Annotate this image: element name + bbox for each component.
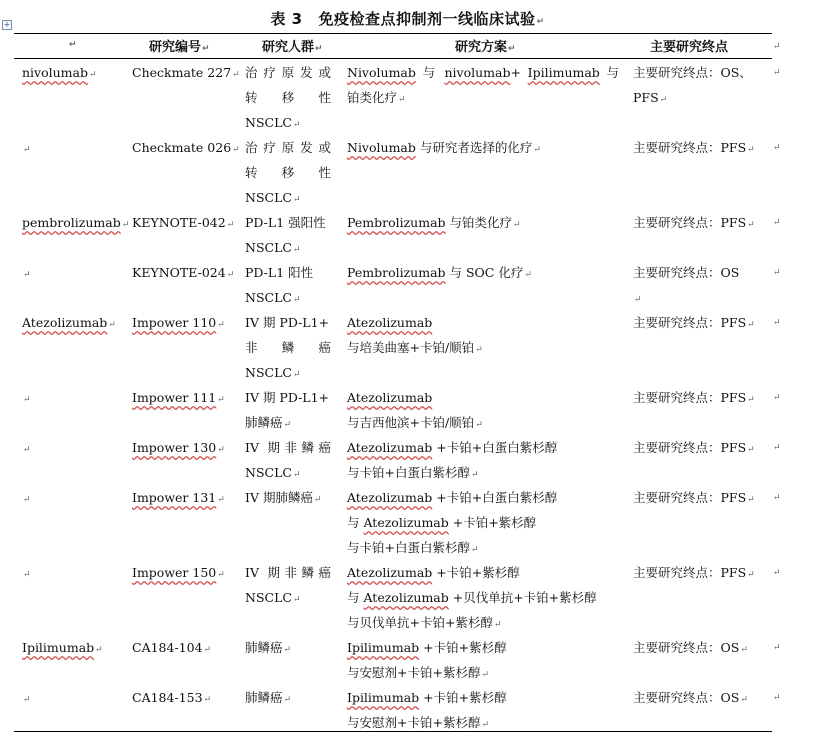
- cell-regimen: [347, 560, 619, 638]
- cell-population: [245, 260, 331, 313]
- paragraph-mark-icon: ↵: [481, 720, 489, 730]
- cell-study-id: [132, 385, 240, 413]
- cell-endpoint: [633, 260, 773, 313]
- cell-endpoint: [633, 135, 773, 163]
- regimen-line: 与吉西他滨+卡铂/顺铂↵: [347, 415, 483, 430]
- row-end-mark-icon: ↵: [773, 693, 781, 703]
- paragraph-mark-icon: ↵: [747, 145, 755, 155]
- cell-drug: [22, 485, 127, 513]
- paragraph-mark-icon: ↵: [23, 495, 31, 505]
- regimen-line: Atezolizumab +卡铂+紫杉醇: [347, 565, 520, 580]
- paragraph-mark-icon: ↵: [23, 145, 31, 155]
- row-end-mark-icon: ↵: [773, 568, 781, 578]
- paragraph-mark-icon: ↵: [398, 95, 406, 105]
- cell-endpoint: [633, 685, 773, 713]
- paragraph-mark-icon: ↵: [313, 495, 322, 505]
- paragraph-mark-icon: ↵: [292, 120, 301, 130]
- drug-name: Ipilimumab: [22, 640, 95, 655]
- endpoint-line: 主要研究终点：PFS↵: [633, 140, 755, 155]
- regimen-line: Atezolizumab +卡铂+白蛋白紫杉醇: [347, 440, 558, 455]
- paragraph-mark-icon: ↵: [659, 95, 668, 105]
- row-end-mark-icon: ↵: [773, 443, 781, 453]
- population-line: 肺鳞癌↵: [245, 690, 292, 705]
- cell-drug: [22, 310, 127, 338]
- cell-regimen: [347, 435, 619, 488]
- endpoint-line: 主要研究终点：OS↵: [633, 640, 748, 655]
- regimen-line: 与卡铂+白蛋白紫杉醇↵: [347, 540, 479, 555]
- paragraph-mark-icon: ↵: [89, 70, 97, 80]
- row-end-mark-icon: ↵: [773, 143, 781, 153]
- cell-study-id: [132, 685, 240, 713]
- paragraph-mark-icon: ↵: [524, 270, 532, 280]
- paragraph-mark-icon: ↵: [203, 695, 212, 705]
- regimen-line: 与卡铂+白蛋白紫杉醇↵: [347, 465, 479, 480]
- cell-regimen: [347, 635, 619, 688]
- population-line: NSCLC↵: [245, 190, 301, 205]
- drug-name: nivolumab: [22, 65, 88, 80]
- cell-endpoint: [633, 560, 773, 588]
- cell-study-id: [132, 210, 240, 238]
- paragraph-mark-icon: ↵: [232, 145, 240, 155]
- population-line: 转移性: [245, 165, 331, 180]
- cell-drug: [22, 635, 127, 663]
- endpoint-line: 主要研究终点：PFS↵: [633, 315, 755, 330]
- population-line: 肺鳞癌↵: [245, 415, 292, 430]
- cell-population: [245, 385, 331, 438]
- population-line: IV 期 PD-L1+: [245, 315, 330, 330]
- population-line: PD-L1 阳性: [245, 265, 314, 280]
- population-line: IV 期 PD-L1+: [245, 390, 330, 405]
- paragraph-mark-icon: ↵: [23, 695, 31, 705]
- paragraph-mark-icon: ↵: [95, 645, 103, 655]
- endpoint-line: 主要研究终点：PFS↵: [633, 440, 755, 455]
- paragraph-mark-icon: ↵: [108, 320, 116, 330]
- cell-population: [245, 135, 331, 213]
- paragraph-mark-icon: ↵: [315, 44, 323, 54]
- cell-population: [245, 560, 331, 613]
- paragraph-mark-icon: ↵: [292, 245, 301, 255]
- cell-population: [245, 485, 331, 513]
- study-id: Impower 111: [132, 390, 217, 405]
- paragraph-mark-icon: ↵: [283, 645, 292, 655]
- header-population: 研究人群↵: [262, 40, 323, 55]
- endpoint-line: PFS↵: [633, 90, 668, 105]
- cell-regimen: [347, 385, 619, 438]
- population-line: NSCLC↵: [245, 465, 301, 480]
- row-end-mark-icon: ↵: [773, 493, 781, 503]
- population-line: NSCLC↵: [245, 290, 301, 305]
- cell-study-id: [132, 560, 240, 588]
- cell-endpoint: [633, 310, 773, 338]
- paragraph-mark-icon: ↵: [747, 445, 755, 455]
- cell-endpoint: [633, 385, 773, 413]
- table-header-rule: [14, 58, 772, 59]
- row-end-mark-icon: ↵: [773, 643, 781, 653]
- cell-endpoint: [633, 435, 773, 463]
- table-move-handle-icon[interactable]: +: [3, 20, 11, 29]
- cell-drug: [22, 560, 127, 588]
- row-end-mark-icon: ↵: [773, 42, 781, 52]
- endpoint-line: 主要研究终点：PFS↵: [633, 215, 755, 230]
- regimen-line: Atezolizumab: [347, 315, 433, 330]
- cell-population: [245, 685, 331, 713]
- endpoint-line: [633, 285, 773, 313]
- regimen-line: Ipilimumab +卡铂+紫杉醇: [347, 690, 507, 705]
- regimen-line: Nivolumab 与 nivolumab+ Ipilimumab 与: [347, 65, 619, 80]
- table-title-text: 免疫检查点抑制剂一线临床试验: [318, 10, 536, 28]
- cell-population: [245, 210, 331, 263]
- regimen-line: 与 Atezolizumab +贝伐单抗+卡铂+紫杉醇: [347, 590, 597, 605]
- paragraph-mark-icon: ↵: [23, 270, 31, 280]
- paragraph-mark-icon: ↵: [203, 645, 212, 655]
- study-id: Impower 110: [132, 315, 217, 330]
- row-end-mark-icon: ↵: [773, 268, 781, 278]
- population-line: IV 期非鳞癌: [245, 440, 331, 455]
- paragraph-mark-icon: ↵: [747, 570, 755, 580]
- paragraph-mark-icon: ↵: [470, 470, 479, 480]
- study-id: Impower 150: [132, 565, 217, 580]
- population-line: 治疗原发或: [245, 140, 331, 155]
- cell-endpoint: [633, 210, 773, 238]
- paragraph-mark-icon: ↵: [217, 570, 225, 580]
- cell-regimen: [347, 485, 619, 563]
- regimen-line: 与培美曲塞+卡铂/顺铂↵: [347, 340, 483, 355]
- paragraph-mark-icon: ↵: [634, 295, 642, 305]
- cell-study-id: [132, 485, 240, 513]
- population-line: IV 期肺鳞癌↵: [245, 490, 322, 505]
- cell-drug: [22, 210, 130, 238]
- population-line: NSCLC↵: [245, 590, 301, 605]
- paragraph-mark-icon: ↵: [217, 320, 225, 330]
- paragraph-mark-icon: ↵: [747, 220, 755, 230]
- cell-population: [245, 310, 331, 388]
- paragraph-mark-icon: ↵: [470, 545, 479, 555]
- regimen-line: 与 Atezolizumab +卡铂+紫杉醇: [347, 515, 537, 530]
- header-regimen: 研究方案↵: [455, 40, 516, 55]
- study-id: KEYNOTE-042: [132, 215, 226, 230]
- paragraph-mark-icon: ↵: [747, 320, 755, 330]
- cell-drug: [22, 135, 127, 163]
- population-line: 非鳞癌: [245, 340, 331, 355]
- paragraph-mark-icon: ↵: [475, 420, 483, 430]
- paragraph-mark-icon: ↵: [292, 470, 301, 480]
- drug-name: Atezolizumab: [22, 315, 108, 330]
- cell-regimen: [347, 260, 619, 288]
- regimen-line: Pembrolizumab 与铂类化疗↵: [347, 215, 521, 230]
- paragraph-mark-icon: ↵: [217, 495, 225, 505]
- table-top-rule: [14, 33, 772, 34]
- row-end-mark-icon: ↵: [773, 68, 781, 78]
- cell-study-id: [132, 310, 240, 338]
- regimen-line: Atezolizumab +卡铂+白蛋白紫杉醇: [347, 490, 558, 505]
- paragraph-mark-icon: ↵: [292, 370, 301, 380]
- study-id: CA184-104: [132, 640, 203, 655]
- header-corner-mark: [68, 36, 77, 51]
- regimen-line: 与贝伐单抗+卡铂+紫杉醇↵: [347, 615, 502, 630]
- paragraph-mark-icon: ↵: [202, 44, 210, 54]
- paragraph-mark-icon: ↵: [217, 395, 225, 405]
- study-id: CA184-153: [132, 690, 203, 705]
- population-line: 治疗原发或: [245, 65, 331, 80]
- cell-study-id: [132, 635, 240, 663]
- paragraph-mark-icon: ↵: [292, 595, 301, 605]
- cell-regimen: [347, 685, 619, 738]
- row-end-mark-icon: ↵: [773, 218, 781, 228]
- cell-regimen: [347, 60, 619, 113]
- regimen-line: 与安慰剂+卡铂+紫杉醇↵: [347, 665, 489, 680]
- population-line: NSCLC↵: [245, 240, 301, 255]
- paragraph-mark-icon: ↵: [481, 670, 489, 680]
- population-line: NSCLC↵: [245, 115, 301, 130]
- table-title: [0, 8, 815, 29]
- endpoint-line: 主要研究终点：OS: [633, 265, 740, 280]
- cell-drug: [22, 685, 127, 713]
- paragraph-mark-icon: ↵: [747, 395, 755, 405]
- paragraph-mark-icon: ↵: [533, 145, 541, 155]
- table-label: 表 3: [270, 10, 303, 28]
- cell-study-id: [132, 260, 240, 288]
- population-line: 肺鳞癌↵: [245, 640, 292, 655]
- paragraph-mark-icon: ↵: [217, 445, 225, 455]
- cell-study-id: [132, 435, 240, 463]
- population-line: IV 期非鳞癌: [245, 565, 331, 580]
- paragraph-mark-icon: ↵: [226, 270, 235, 280]
- paragraph-mark-icon: ↵: [226, 220, 235, 230]
- paragraph-mark-icon: ↵: [283, 695, 292, 705]
- regimen-line: Ipilimumab +卡铂+紫杉醇: [347, 640, 507, 655]
- row-end-mark-icon: ↵: [773, 393, 781, 403]
- paragraph-mark-icon: ↵: [292, 195, 301, 205]
- paragraph-mark-icon: ↵: [232, 70, 240, 80]
- header-study-id: 研究编号↵: [149, 40, 210, 55]
- cell-regimen: [347, 310, 619, 363]
- paragraph-mark-icon: ↵: [475, 345, 483, 355]
- paragraph-mark-icon: ↵: [536, 17, 545, 27]
- endpoint-line: 主要研究终点：OS、: [633, 65, 752, 80]
- regimen-line: Pembrolizumab 与 SOC 化疗↵: [347, 265, 532, 280]
- cell-drug: [22, 435, 127, 463]
- paragraph-mark-icon: ↵: [747, 495, 755, 505]
- population-line: PD-L1 强阳性: [245, 215, 326, 230]
- paragraph-mark-icon: ↵: [23, 395, 31, 405]
- cell-population: [245, 60, 331, 138]
- study-id: Checkmate 227: [132, 65, 232, 80]
- cell-study-id: [132, 60, 240, 88]
- paragraph-mark-icon: ↵: [493, 620, 502, 630]
- study-id: KEYNOTE-024: [132, 265, 226, 280]
- cell-endpoint: [633, 635, 773, 663]
- paragraph-mark-icon: ↵: [508, 44, 516, 54]
- paragraph-mark-icon: ↵: [740, 645, 748, 655]
- endpoint-line: 主要研究终点：PFS↵: [633, 565, 755, 580]
- study-id: Impower 131: [132, 490, 217, 505]
- regimen-line: Nivolumab 与研究者选择的化疗↵: [347, 140, 541, 155]
- endpoint-line: 主要研究终点：PFS↵: [633, 390, 755, 405]
- paragraph-mark-icon: ↵: [23, 445, 31, 455]
- drug-name: pembrolizumab: [22, 215, 121, 230]
- regimen-line: Atezolizumab: [347, 390, 433, 405]
- cell-study-id: [132, 135, 240, 163]
- paragraph-mark-icon: ↵: [121, 220, 130, 230]
- cell-regimen: [347, 210, 619, 238]
- paragraph-mark-icon: ↵: [513, 220, 521, 230]
- cell-population: [245, 635, 331, 663]
- row-end-mark-icon: ↵: [773, 318, 781, 328]
- study-id: Checkmate 026: [132, 140, 232, 155]
- cell-endpoint: [633, 60, 773, 113]
- cell-regimen: [347, 135, 619, 163]
- regimen-line: 铂类化疗↵: [347, 90, 406, 105]
- paragraph-mark-icon: ↵: [283, 420, 292, 430]
- cell-population: [245, 435, 331, 488]
- cell-drug: [22, 60, 127, 88]
- endpoint-line: 主要研究终点：PFS↵: [633, 490, 755, 505]
- cell-drug: [22, 260, 127, 288]
- header-endpoint: 主要研究终点: [650, 40, 729, 55]
- regimen-line: 与安慰剂+卡铂+紫杉醇↵: [347, 715, 489, 730]
- study-id: Impower 130: [132, 440, 217, 455]
- paragraph-mark-icon: ↵: [740, 695, 748, 705]
- endpoint-line: 主要研究终点：OS↵: [633, 690, 748, 705]
- cell-endpoint: [633, 485, 773, 513]
- cell-drug: [22, 385, 127, 413]
- paragraph-mark-icon: ↵: [292, 295, 301, 305]
- paragraph-mark-icon: ↵: [69, 40, 77, 50]
- population-line: NSCLC↵: [245, 365, 301, 380]
- paragraph-mark-icon: ↵: [23, 570, 31, 580]
- population-line: 转移性: [245, 90, 331, 105]
